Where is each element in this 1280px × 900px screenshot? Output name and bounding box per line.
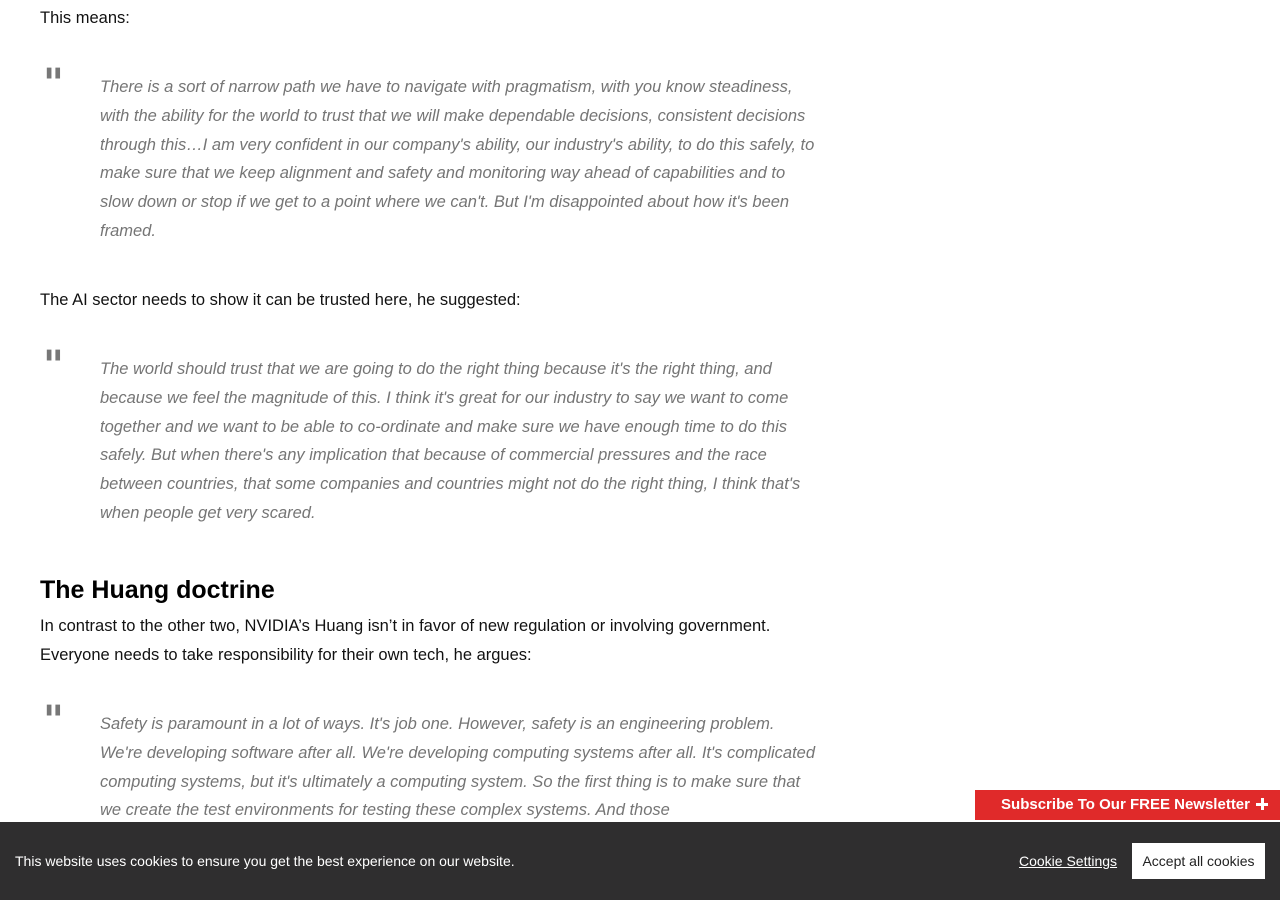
quote-text: The world should trust that we are going to do the right thing because it's the right thing, and because we feel the magnitude of this. I think it's great for our industry to say we want to come together and we want to be able to co-ordinate and make sure we have enough time to do this safely. But when there's any implication that because of commercial pressures and the race between countries, that some companies and countries might not do the right thing, I think that's when people get very scared. [100,360,801,522]
quote-mark-icon: " [43,61,64,107]
quote-mark-icon: " [43,343,64,389]
newsletter-label: Subscribe To Our FREE Newsletter [1001,796,1250,813]
cookie-message: This website uses cookies to ensure you get the best experience on our website. [15,853,515,869]
paragraph-ai-sector: The AI sector needs to show it can be trusted here, he suggested: [40,291,521,309]
cookie-settings-link[interactable]: Cookie Settings [1019,853,1118,869]
quote-text: Safety is paramount in a lot of ways. It's job one. However, safety is an engineering problem. We're developing software after all. We're developing computing systems after all. It's complicated computing systems, but it's ultimately a computing system. So the first thing is to make sure that we create the test environments for testing these complex systems. And those [100,715,816,820]
paragraph-huang-contrast: In contrast to the other two, NVIDIA’s Huang isn’t in favor of new regulation or involving government. Everyone needs to take responsibility for their own tech, he argues: [40,617,771,664]
quote-text: There is a sort of narrow path we have to navigate with pragmatism, with you know steadiness, with the ability for the world to trust that we will make dependable decisions, consistent decisions through this…I am very confident in our company's ability, our industry's ability, to do this safely, to make sure that we keep alignment and safety and monitoring way ahead of capabilities and to slow down or stop if we get to a point where we can't. But I'm disappointed about how it's been framed. [100,78,815,240]
cookie-consent-bar [0,822,1280,900]
paragraph-this-means: This means: [40,9,130,27]
newsletter-subscribe-button[interactable] [975,790,1280,820]
section-heading: The Huang doctrine [40,576,275,604]
accept-cookies-button[interactable]: Accept all cookies [1132,843,1265,879]
quote-mark-icon: " [43,698,64,744]
plus-icon [1256,798,1268,810]
